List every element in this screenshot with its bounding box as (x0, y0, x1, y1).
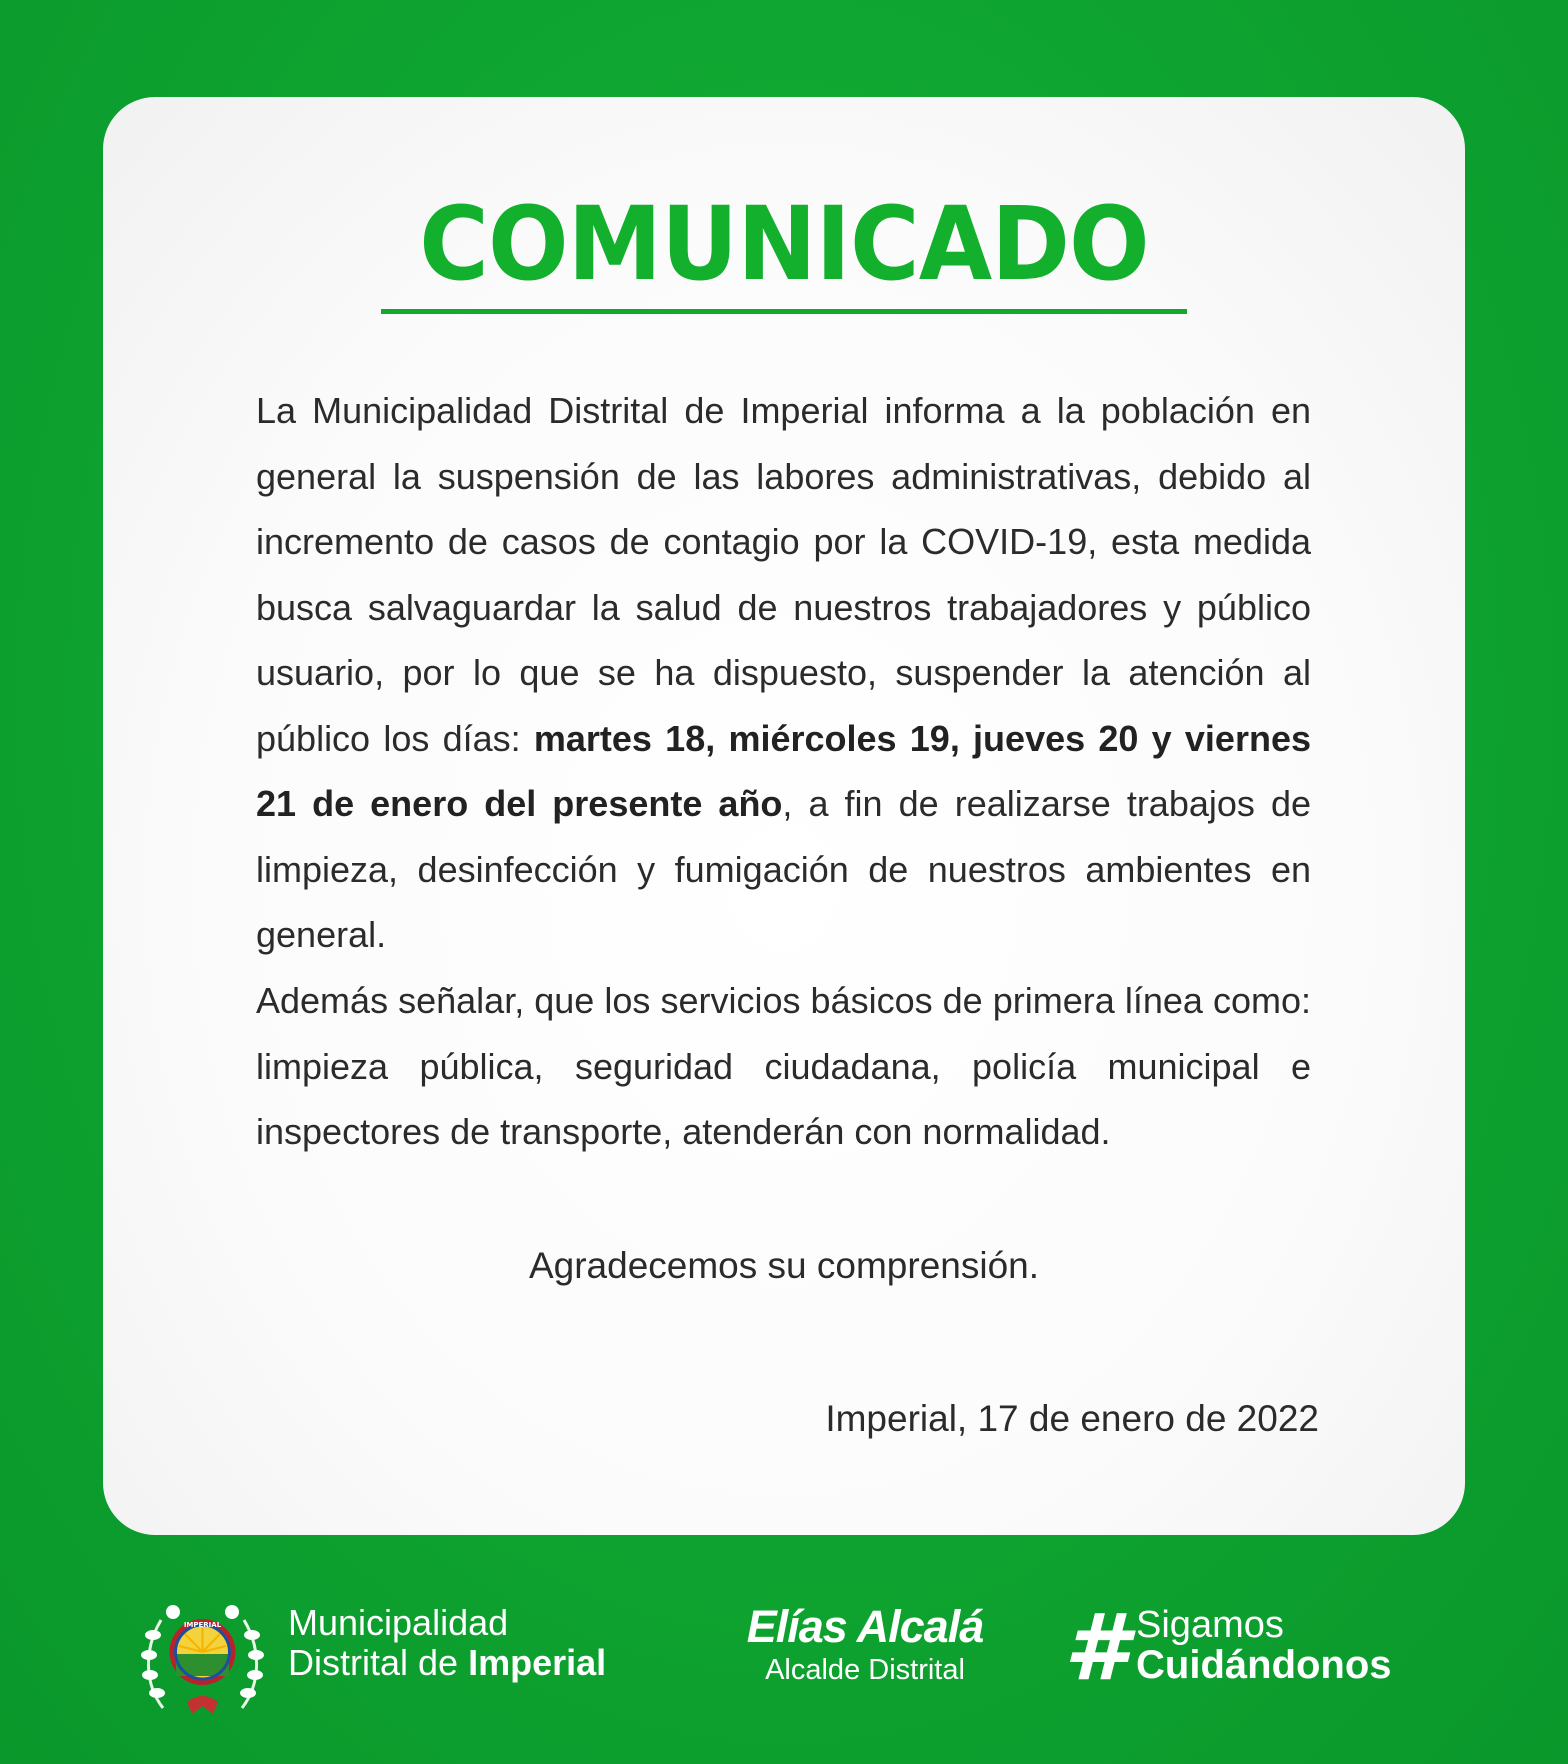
municipality-name (288, 1603, 606, 1683)
municipality-line-2 (288, 1643, 606, 1683)
page-title: COMUNICADO (419, 185, 1149, 304)
announcement-paragraph-2: Además señalar, que los servicios básicos de primera línea como: limpieza pública, seguridad ciudadana, policía municipal e inspectores de transporte, atenderán con normalidad. (256, 980, 1311, 1152)
title-underline (381, 309, 1187, 314)
mayor-signature (710, 1603, 1020, 1687)
suspension-dates: martes 18, miércoles 19, jueves 20 y viernes 21 de enero del presente año (256, 717, 1311, 824)
mayor-name: Elías Alcalá (746, 1601, 984, 1652)
hashtag-icon: # (1064, 1594, 1129, 1701)
municipality-line-2-prefix: Distrital de (288, 1642, 469, 1683)
mayor-title: Alcalde Distrital (765, 1654, 965, 1686)
municipality-line-1: Municipalidad (288, 1602, 509, 1643)
municipal-crest-icon (135, 1590, 270, 1725)
crest-label: IMPERIAL (183, 1621, 222, 1629)
thanks-line: Agradecemos su comprensión. (528, 1245, 1040, 1286)
paragraph-1-text-end: , a fin de realizarse trabajos de limpieza, desinfección y fumigación de nuestros ambientes en general. (256, 783, 1311, 955)
hashtag-line-1: Sigamos (1136, 1604, 1284, 1646)
hashtag-line-2: Cuidándonos (1136, 1643, 1392, 1687)
municipality-line-2-bold: Imperial (468, 1642, 607, 1683)
announcement-paragraph-1 (256, 378, 1311, 968)
date-line: Imperial, 17 de enero de 2022 (825, 1398, 1319, 1439)
campaign-hashtag (1064, 1594, 1392, 1701)
paragraph-1-text-start: La Municipalidad Distrital de Imperial informa a la población en general la suspensión de las labores administrativas, debido al incremento de casos de contagio por la COVID-19, esta medida busca salvaguardar la salud de nuestros trabajadores y público usuario, por lo que se ha dispuesto, suspender la atención al público los días: (256, 390, 1311, 759)
